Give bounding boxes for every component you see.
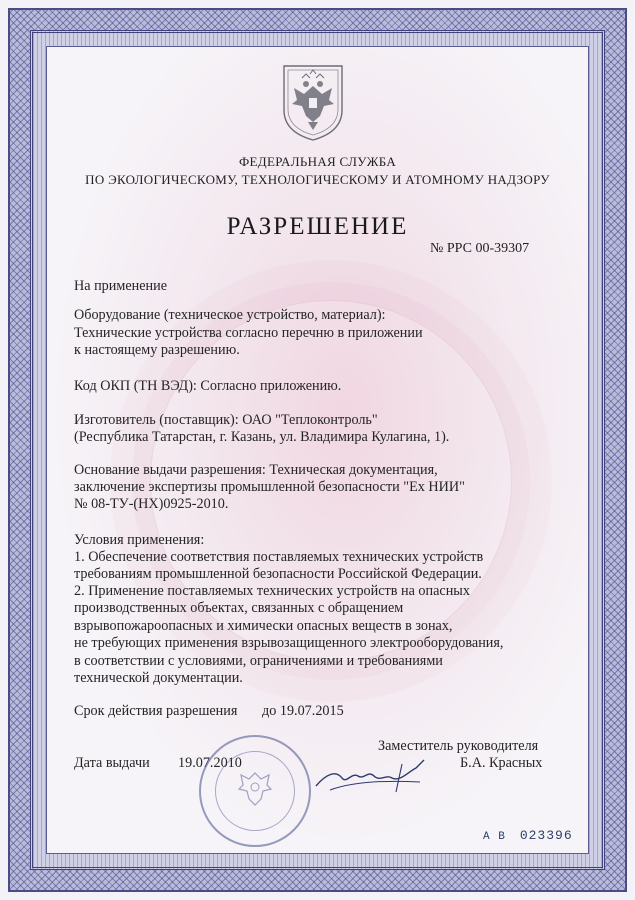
- issue-basis: № 08-ТУ-(НХ)0925-2010.: [74, 496, 229, 512]
- agency-name-line-1: ФЕДЕРАЛЬНАЯ СЛУЖБА: [238, 154, 397, 169]
- validity-date: до 19.07.2015: [262, 703, 344, 719]
- manufacturer: Изготовитель (поставщик): ОАО "Теплоконтроль": [74, 412, 378, 428]
- official-seal: [199, 735, 311, 847]
- issue-basis: заключение экспертизы промышленной безопасности "Ex НИИ": [74, 479, 465, 495]
- equipment-text: Технические устройства согласно перечню в приложении: [74, 325, 423, 341]
- condition-item: в соответствии с условиями, ограничениями и требованиями: [74, 653, 443, 669]
- signer-title: Заместитель руководителя: [378, 738, 539, 754]
- serial-series: А В: [483, 831, 506, 843]
- application-label: На применение: [74, 278, 168, 294]
- validity-label: Срок действия разрешения: [74, 703, 238, 719]
- issue-basis: Основание выдачи разрешения: Техническая документация,: [74, 462, 438, 478]
- condition-item: технической документации.: [74, 670, 243, 686]
- seal-eagle-icon: [235, 767, 275, 815]
- condition-item: 1. Обеспечение соответствия поставляемых технических устройств: [74, 549, 484, 565]
- signature-icon: [312, 752, 432, 802]
- document-title: РАЗРЕШЕНИЕ: [226, 213, 409, 240]
- condition-item: не требующих применения взрывозащищенного электрооборудования,: [74, 635, 504, 651]
- condition-item: 2. Применение поставляемых технических устройств на опасных: [74, 583, 470, 599]
- equipment-text: к настоящему разрешению.: [74, 342, 240, 358]
- manufacturer-address: (Республика Татарстан, г. Казань, ул. Владимира Кулагина, 1).: [74, 429, 450, 445]
- equipment-label: Оборудование (техническое устройство, материал):: [74, 307, 386, 323]
- issue-date: 19.07.2010: [178, 755, 242, 771]
- serial-number: 023396: [519, 828, 573, 843]
- issue-date-label: Дата выдачи: [74, 755, 150, 771]
- coat-of-arms-icon: [280, 64, 346, 142]
- okp-code: Код ОКП (ТН ВЭД): Согласно приложению.: [74, 378, 342, 394]
- condition-item: производственных объектах, связанных с обращением: [74, 600, 404, 616]
- printer-imprint: [586, 700, 594, 820]
- agency-name-line-2: ПО ЭКОЛОГИЧЕСКОМУ, ТЕХНОЛОГИЧЕСКОМУ И АТОМНОМУ НАДЗОРУ: [85, 172, 550, 187]
- permit-number: № РРС 00-39307: [430, 241, 530, 256]
- signer-name: Б.А. Красных: [460, 755, 543, 771]
- conditions-label: Условия применения:: [74, 532, 205, 548]
- condition-item: взрывопожароопасных и химически опасных веществ в зонах,: [74, 618, 453, 634]
- condition-item: требованиям промышленной безопасности Российской Федерации.: [74, 566, 482, 582]
- form-serial: [483, 828, 573, 843]
